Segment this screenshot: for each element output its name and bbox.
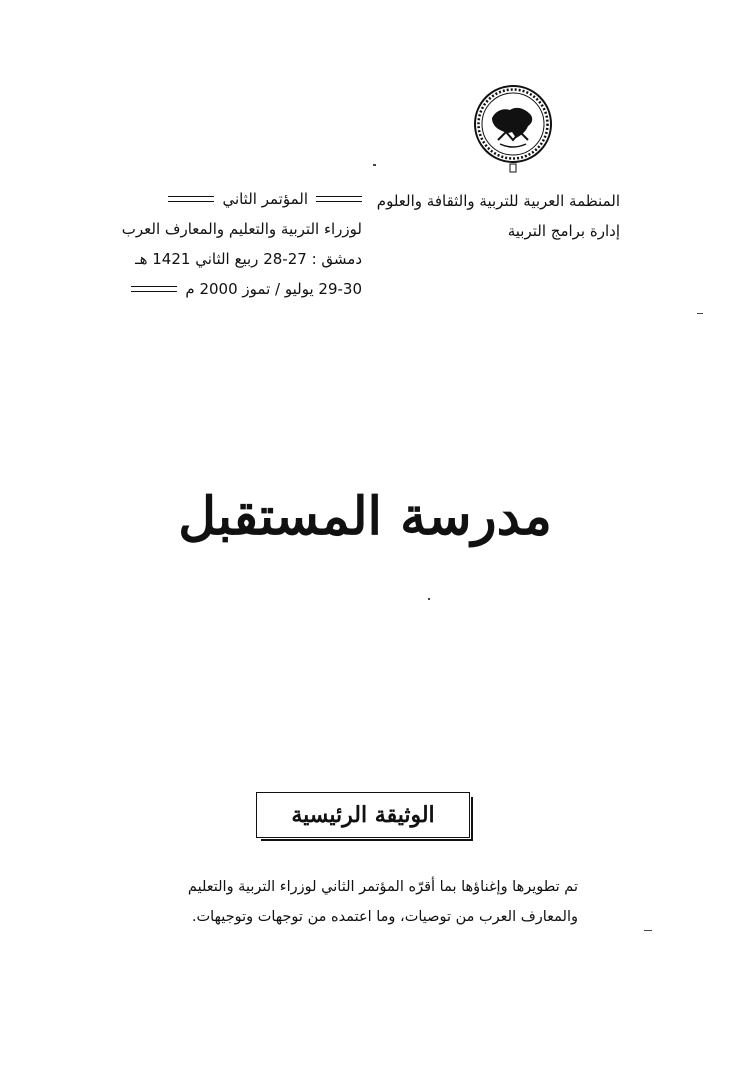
conference-date-hijri: دمشق : 27-28 ربيع الثاني 1421 هـ	[135, 250, 362, 268]
conference-header	[112, 184, 362, 304]
conference-date-gregorian: 29-30 يوليو / تموز 2000 م	[185, 280, 362, 298]
double-rule	[316, 196, 362, 202]
department-name: إدارة برامج التربية	[507, 222, 620, 240]
conference-date-gregorian-row	[112, 274, 362, 304]
scan-speck	[644, 930, 652, 931]
scan-speck	[697, 313, 703, 314]
document-description	[140, 872, 578, 932]
scan-speck	[373, 164, 376, 166]
double-rule	[131, 286, 177, 292]
conference-title: المؤتمر الثاني	[222, 190, 308, 208]
description-line: والمعارف العرب من توصيات، وما اعتمده من توجهات وتوجيهات.	[191, 909, 578, 925]
conference-title-row	[112, 184, 362, 214]
organization-header	[376, 186, 620, 246]
scan-speck	[428, 598, 430, 600]
org-name: المنظمة العربية للتربية والثقافة والعلوم	[376, 192, 620, 210]
alecso-emblem-icon	[470, 80, 556, 174]
double-rule	[168, 196, 214, 202]
document-label: الوثيقة الرئيسية	[291, 802, 435, 828]
conference-audience: لوزراء التربية والتعليم والمعارف العرب	[121, 220, 362, 238]
description-line: تم تطويرها وإغناؤها بما أقرّه المؤتمر الثاني لوزراء التربية والتعليم	[187, 879, 578, 895]
page-title: مدرسة المستقبل	[178, 486, 552, 547]
document-label-frame	[256, 792, 470, 838]
